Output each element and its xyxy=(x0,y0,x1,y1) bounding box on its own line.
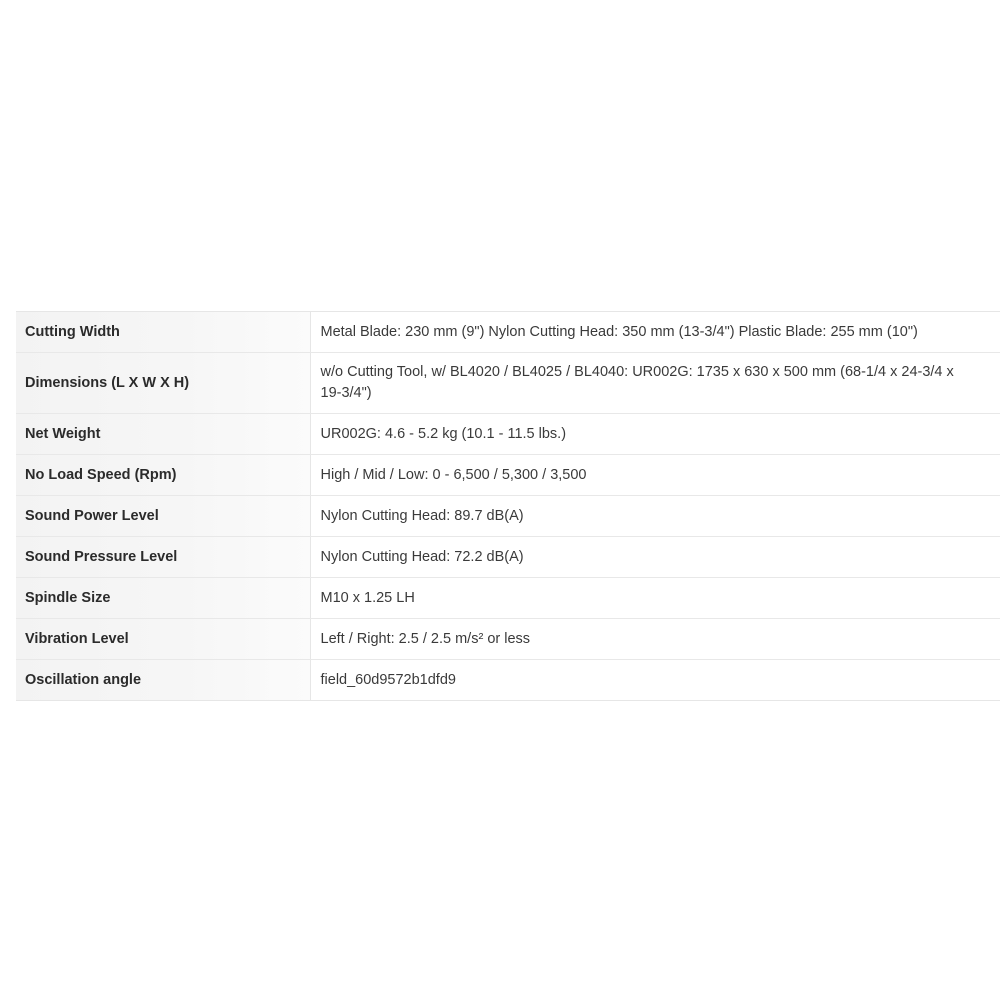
spec-label: Cutting Width xyxy=(16,312,310,353)
spec-row-vibration-level xyxy=(16,619,1000,660)
spec-label: Spindle Size xyxy=(16,578,310,619)
spec-value: Nylon Cutting Head: 72.2 dB(A) xyxy=(310,537,1000,578)
spec-label: Dimensions (L X W X H) xyxy=(16,353,310,414)
spec-row-net-weight xyxy=(16,414,1000,455)
spec-label: Net Weight xyxy=(16,414,310,455)
spec-label: Sound Pressure Level xyxy=(16,537,310,578)
spec-label: Sound Power Level xyxy=(16,496,310,537)
spec-row-sound-pressure-level xyxy=(16,537,1000,578)
spec-value: High / Mid / Low: 0 - 6,500 / 5,300 / 3,500 xyxy=(310,455,1000,496)
spec-value: UR002G: 4.6 - 5.2 kg (10.1 - 11.5 lbs.) xyxy=(310,414,1000,455)
spec-value: Metal Blade: 230 mm (9") Nylon Cutting Head: 350 mm (13-3/4") Plastic Blade: 255 mm (10") xyxy=(310,312,1000,353)
spec-value: field_60d9572b1dfd9 xyxy=(310,660,1000,701)
spec-row-cutting-width xyxy=(16,312,1000,353)
spec-label: Vibration Level xyxy=(16,619,310,660)
spec-row-sound-power-level xyxy=(16,496,1000,537)
spec-value: Left / Right: 2.5 / 2.5 m/s² or less xyxy=(310,619,1000,660)
spec-row-dimensions xyxy=(16,353,1000,414)
spec-row-spindle-size xyxy=(16,578,1000,619)
spec-label: Oscillation angle xyxy=(16,660,310,701)
specifications-table xyxy=(16,311,1000,701)
spec-value: Nylon Cutting Head: 89.7 dB(A) xyxy=(310,496,1000,537)
spec-value: w/o Cutting Tool, w/ BL4020 / BL4025 / BL4040: UR002G: 1735 x 630 x 500 mm (68-1/4 x 24-3/4 x 19-3/4") xyxy=(310,353,1000,414)
spec-value: M10 x 1.25 LH xyxy=(310,578,1000,619)
spec-row-oscillation-angle xyxy=(16,660,1000,701)
spec-row-no-load-speed xyxy=(16,455,1000,496)
spec-label: No Load Speed (Rpm) xyxy=(16,455,310,496)
